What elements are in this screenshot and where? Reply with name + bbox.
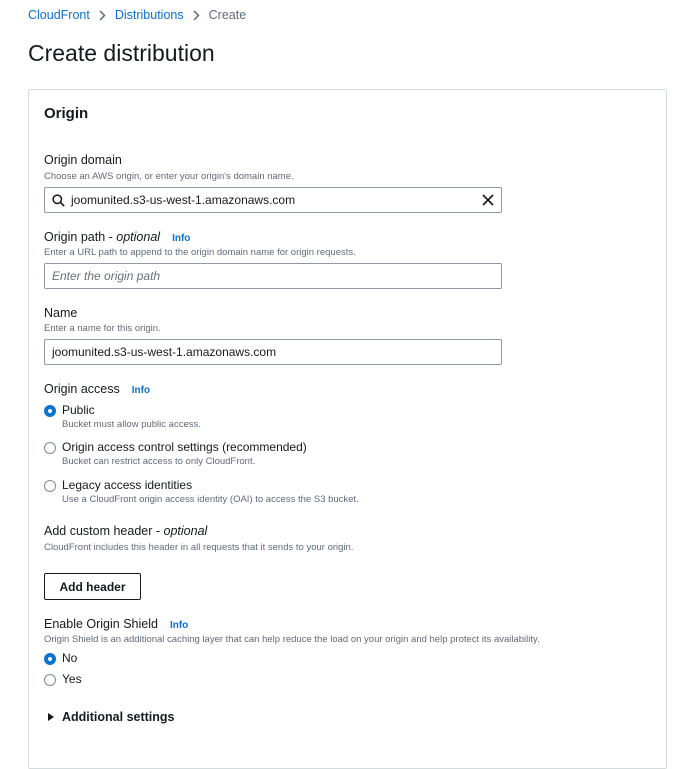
origin-path-input[interactable]: [44, 263, 502, 289]
origin-access-label-text: Origin access: [44, 382, 120, 396]
origin-path-description: Enter a URL path to append to the origin domain name for origin requests.: [44, 247, 356, 258]
additional-settings-expander[interactable]: [48, 710, 175, 724]
custom-header-label-text: Add custom header: [44, 524, 153, 538]
radio-yes-label: Yes: [62, 672, 82, 686]
chevron-right-icon: [99, 10, 106, 21]
radio-option-public[interactable]: [44, 403, 201, 430]
radio-legacy[interactable]: [44, 480, 56, 492]
origin-shield-label-text: Enable Origin Shield: [44, 617, 158, 631]
radio-option-yes[interactable]: [44, 672, 82, 686]
radio-no[interactable]: [44, 653, 56, 665]
optional-text: optional: [163, 524, 208, 538]
radio-public-description: Bucket must allow public access.: [62, 419, 201, 430]
radio-no-label: No: [62, 651, 78, 665]
name-label: Name: [44, 306, 78, 320]
radio-option-oac[interactable]: [44, 440, 307, 467]
origin-path-info-link[interactable]: Info: [172, 233, 191, 244]
breadcrumb: [28, 8, 246, 22]
close-icon[interactable]: [481, 193, 495, 210]
origin-shield-description: Origin Shield is an additional caching layer that can help reduce the load on your origin and help protect its availability.: [44, 634, 540, 645]
origin-path-placeholder: Enter the origin path: [52, 269, 161, 283]
radio-yes[interactable]: [44, 674, 56, 686]
radio-legacy-description: Use a CloudFront origin access identity (OAI) to access the S3 bucket.: [62, 494, 359, 505]
custom-header-label: Add custom header - optional: [44, 524, 208, 538]
optional-text: optional: [116, 230, 161, 244]
origin-domain-input[interactable]: [44, 187, 502, 213]
radio-legacy-label: Legacy access identities: [62, 478, 193, 492]
breadcrumb-link-cloudfront[interactable]: CloudFront: [28, 8, 90, 22]
name-description: Enter a name for this origin.: [44, 323, 161, 334]
chevron-right-icon: [193, 10, 200, 21]
origin-domain-label: Origin domain: [44, 153, 122, 167]
additional-settings-label: Additional settings: [62, 710, 175, 724]
custom-header-description: CloudFront includes this header in all requests that it sends to your origin.: [44, 542, 354, 553]
add-header-button[interactable]: Add header: [44, 573, 141, 600]
search-icon: [45, 194, 71, 207]
origin-access-info-link[interactable]: Info: [131, 385, 151, 396]
radio-public[interactable]: [44, 405, 56, 417]
name-input[interactable]: [44, 339, 502, 365]
radio-oac[interactable]: [44, 442, 56, 454]
radio-public-label: Public: [62, 403, 95, 417]
radio-oac-description: Bucket can restrict access to only CloudFront.: [62, 456, 256, 467]
page-title: Create distribution: [28, 40, 215, 66]
radio-option-legacy[interactable]: [44, 478, 359, 505]
breadcrumb-link-distributions[interactable]: Distributions: [114, 8, 184, 22]
breadcrumb-current: Create: [208, 8, 247, 22]
origin-shield-info-link[interactable]: Info: [169, 620, 189, 631]
name-value: joomunited.s3-us-west-1.amazonaws.com: [52, 345, 277, 359]
caret-right-icon: [48, 713, 54, 721]
origin-access-label: [44, 382, 150, 396]
radio-option-no[interactable]: [44, 651, 77, 665]
origin-shield-label: [44, 617, 188, 631]
origin-domain-value: joomunited.s3-us-west-1.amazonaws.com: [71, 193, 296, 207]
origin-domain-description: Choose an AWS origin, or enter your origin's domain name.: [44, 171, 294, 182]
origin-path-label-text: Origin path: [44, 230, 106, 244]
origin-path-label: Origin path - optional Info: [44, 230, 191, 244]
radio-oac-label: Origin access control settings (recommended): [62, 440, 307, 454]
origin-section-title: Origin: [44, 105, 89, 122]
